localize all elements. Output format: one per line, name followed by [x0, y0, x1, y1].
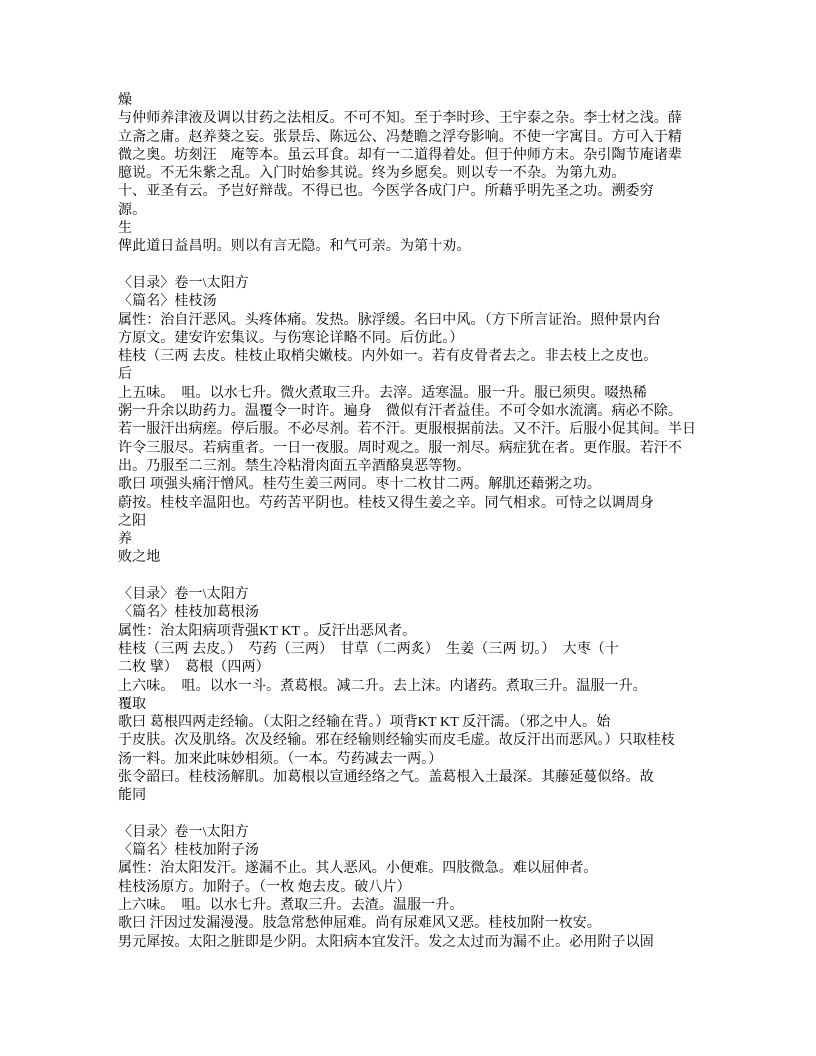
- text-line: 歌曰 项强头痛汗憎风。桂芍生姜三两同。枣十二枚甘二两。解肌还藉粥之功。: [118, 477, 601, 493]
- text-line: 〈篇名〉桂枝汤: [118, 294, 217, 310]
- document-text: [118, 92, 708, 952]
- text-line: 立斋之庸。赵养葵之妄。张景岳、陈远公、冯楚瞻之浮夸影响。不使一字寓目。方可入于精: [118, 129, 682, 145]
- text-line: 汤一料。加来此味妙相须。（一本。芍药减去一两。）: [118, 751, 443, 767]
- text-line: 上五味。 咀。以水七升。微火煮取三升。去滓。适寒温。服一升。服已须臾。啜热稀: [118, 385, 647, 401]
- text-line: 〈篇名〉桂枝加附子汤: [118, 843, 259, 859]
- text-line: 〈目录〉卷一\太阳方: [118, 824, 249, 840]
- text-line: 桂枝汤原方。加附子。（一枚 炮去皮。破八片）: [118, 879, 411, 895]
- text-line: 臆说。不无朱紫之乱。入门时始参其说。终为乡愿矣。则以专一不杂。为第九劝。: [118, 166, 626, 182]
- text-line: 源。: [118, 202, 147, 218]
- text-line: 燥: [118, 93, 133, 108]
- text-line: 属性：治自汗恶风。头疼体痛。发热。脉浮缓。名曰中风。（方下所言证治。照仲景内台: [118, 312, 661, 328]
- text-line: 属性：治太阳发汗。遂漏不止。其人恶风。小便难。四肢微急。难以屈伸者。: [118, 861, 598, 877]
- text-line: 上六味。 咀。以水一斗。煮葛根。减二升。去上沫。内诸药。煮取三升。温服一升。: [118, 678, 647, 694]
- text-line: 属性：治太阳病项背强KT KT 。反汗出恶风者。: [118, 623, 417, 639]
- text-line: 〈篇名〉桂枝加葛根汤: [118, 605, 259, 621]
- text-line: 歌曰 葛根四两走经输。（太阳之经输在背。）项背KT KT 反汗濡。（邪之中人。始: [118, 715, 611, 731]
- text-line: 微之奥。坊刻汪 庵等本。虽云耳食。却有一二道得着处。但于仲师方末。杂引陶节庵诸辈: [118, 147, 682, 163]
- text-line: 养: [118, 532, 133, 548]
- blank-line: [118, 806, 708, 824]
- text-line: 与仲师养津液及调以甘药之法相反。不可不知。至于李时珍、王宇泰之杂。李士材之浅。薛: [118, 111, 682, 127]
- text-line: 于皮肤。次及肌络。次及经输。邪在经输则经输实而皮毛虚。故反汗出而恶风。）只取桂枝: [118, 733, 675, 749]
- text-line: 许令三服尽。若病重者。一日一夜服。周时观之。服一剂尽。病症犹在者。更作服。若汗不: [118, 440, 682, 456]
- text-line: 桂枝（三两 去皮。） 芍药（三两） 甘草（二两炙） 生姜（三两 切。） 大枣（十: [118, 641, 619, 657]
- text-line: 男元犀按。太阳之脏即是少阴。太阳病本宜发汗。发之太过而为漏不止。必用附子以固: [118, 934, 654, 950]
- text-line: 桂枝（三两 去皮。桂枝止取梢尖嫩枝。内外如一。若有皮骨者去之。非去枝上之皮也。: [118, 349, 658, 365]
- text-line: 能同: [118, 788, 147, 804]
- text-line: 之阳: [118, 513, 147, 529]
- text-line: 俾此道日益昌明。则以有言无隐。和气可亲。为第十劝。: [118, 239, 471, 255]
- text-line: 〈目录〉卷一\太阳方: [118, 587, 249, 603]
- text-line: 十、亚圣有云。予岂好辩哉。不得已也。今医学各成门户。所藉乎明先圣之功。溯委穷: [118, 184, 654, 200]
- text-line: 出。乃服至二三剂。禁生冷粘滑肉面五辛酒酪臭恶等物。: [118, 458, 471, 474]
- text-line: 上六味。 咀。以水七升。煮取三升。去渣。温服一升。: [118, 898, 464, 914]
- text-line: 张令韶曰。桂枝汤解肌。加葛根以宣通经络之气。盖葛根入土最深。其藤延蔓似络。故: [118, 769, 654, 785]
- text-line: 后: [118, 367, 133, 383]
- blank-line: [118, 257, 708, 275]
- text-line: 粥一升余以助药力。温覆令一时许。遍身 微似有汗者益佳。不可令如水流漓。病必不除。: [118, 404, 682, 420]
- text-line: 方原文。建安许宏集议。与伤寒论详略不同。后仿此。）: [118, 330, 464, 346]
- text-line: 若一服汗出病瘥。停后服。不必尽剂。若不汗。更服根据前法。又不汗。后服小促其间。半日: [118, 422, 697, 438]
- text-line: 二枚 擘） 葛根（四两）: [118, 660, 270, 676]
- text-line: 败之地: [118, 550, 161, 566]
- text-line: 覆取: [118, 696, 147, 712]
- text-line: 蔚按。桂枝辛温阳也。芍药苦平阴也。桂枝又得生姜之辛。同气相求。可恃之以调周身: [118, 495, 654, 511]
- text-line: 生: [118, 221, 133, 237]
- blank-line: [118, 568, 708, 586]
- text-line: 〈目录〉卷一\太阳方: [118, 275, 249, 291]
- text-line: 歌曰 汗因过发漏漫漫。肢急常愁伸屈难。尚有尿难风又恶。桂枝加附一枚安。: [118, 916, 601, 932]
